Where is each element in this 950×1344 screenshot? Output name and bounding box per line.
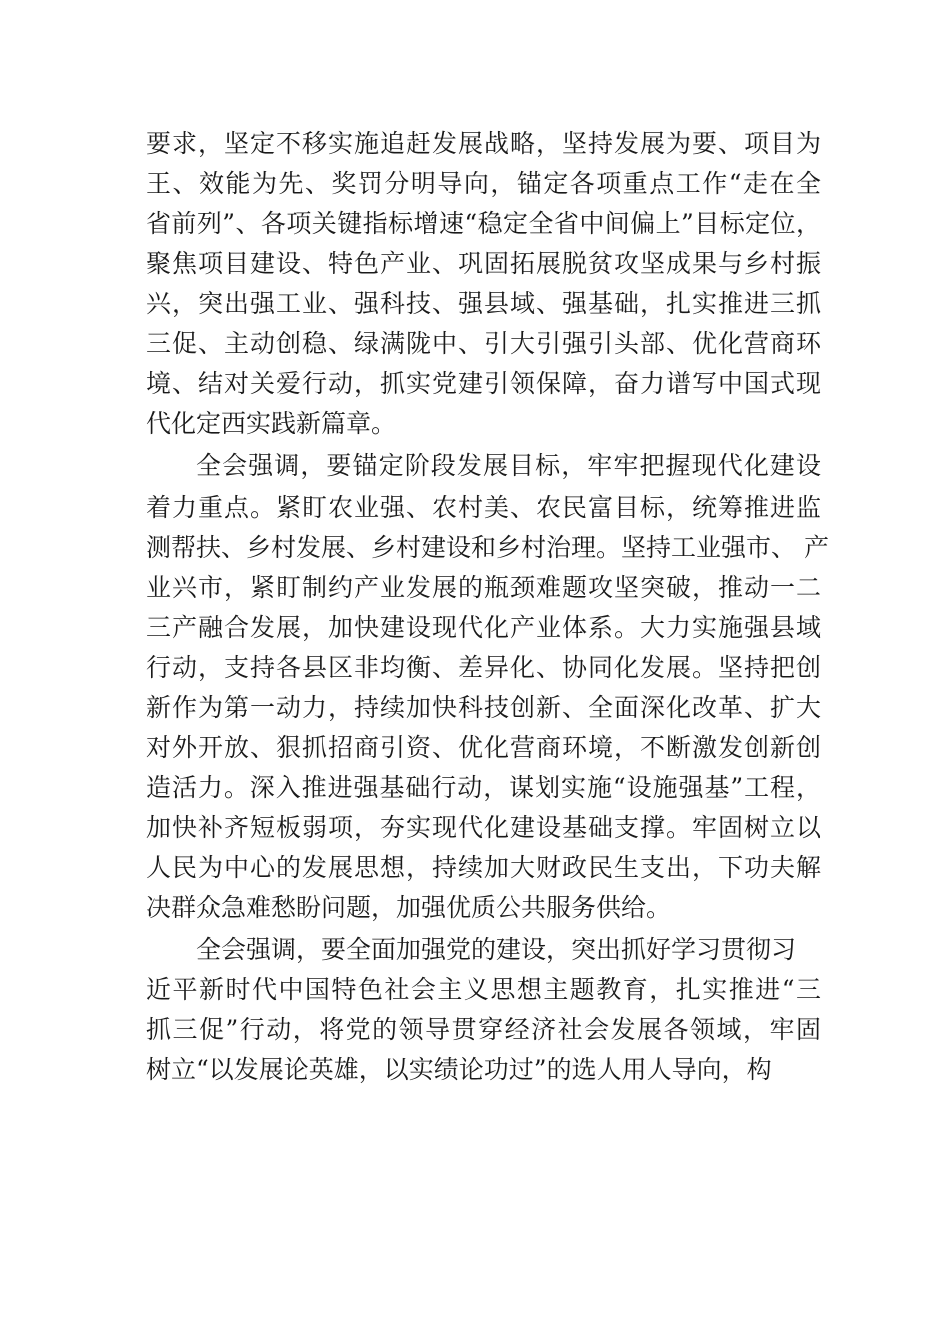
text-line: 近平新时代中国特色社会主义思想主题教育，扎实推进“三: [146, 975, 821, 1004]
text-line: 新作为第一动力，持续加快科技创新、全面深化改革、扩大: [146, 693, 821, 722]
text-line: 测帮扶、乡村发展、乡村建设和乡村治理。坚持工业强市、 产: [146, 533, 829, 562]
text-line: 树立“以发展论英雄，以实绩论功过”的选人用人导向，构: [146, 1055, 772, 1084]
text-line: 加快补齐短板弱项，夯实现代化建设基础支撑。牢固树立以: [146, 813, 821, 842]
text-line: 对外开放、狠抓招商引资、优化营商环境，不断激发创新创: [146, 733, 821, 762]
text-line: 王、效能为先、奖罚分明导向，锚定各项重点工作“走在全: [146, 169, 821, 198]
text-line: 三促、主动创稳、绿满陇中、引大引强引头部、优化营商环: [146, 329, 821, 358]
text-line: 人民为中心的发展思想，持续加大财政民生支出，下功夫解: [146, 853, 821, 882]
text-line: 兴，突出强工业、强科技、强县域、强基础，扎实推进三抓: [146, 289, 821, 318]
text-line: 三产融合发展，加快建设现代化产业体系。大力实施强县域: [146, 613, 821, 642]
text-line: 行动，支持各县区非均衡、差异化、协同化发展。坚持把创: [146, 653, 821, 682]
text-line: 造活力。深入推进强基础行动，谋划实施“设施强基”工程，: [146, 773, 821, 802]
text-line: 着力重点。紧盯农业强、农村美、农民富目标，统筹推进监: [146, 493, 821, 522]
text-line: 代化定西实践新篇章。: [146, 409, 397, 438]
text-line: 省前列”、各项关键指标增速“稳定全省中间偏上”目标定位，: [146, 209, 821, 238]
text-line: 聚焦项目建设、特色产业、巩固拓展脱贫攻坚成果与乡村振: [146, 249, 821, 278]
text-line: 要求，坚定不移实施追赶发展战略，坚持发展为要、项目为: [146, 129, 821, 158]
text-line: 业兴市，紧盯制约产业发展的瓶颈难题攻坚突破，推动一二: [146, 573, 821, 602]
paragraph-first-line: 全会强调，要锚定阶段发展目标，牢牢把握现代化建设: [196, 451, 821, 480]
text-line: 决群众急难愁盼问题，加强优质公共服务供给。: [146, 893, 672, 922]
text-line: 境、结对关爱行动，抓实党建引领保障，奋力谱写中国式现: [146, 369, 821, 398]
text-line: 抓三促”行动，将党的领导贯穿经济社会发展各领域，牢固: [146, 1015, 821, 1044]
paragraph-first-line: 全会强调，要全面加强党的建设，突出抓好学习贯彻习: [196, 935, 797, 964]
